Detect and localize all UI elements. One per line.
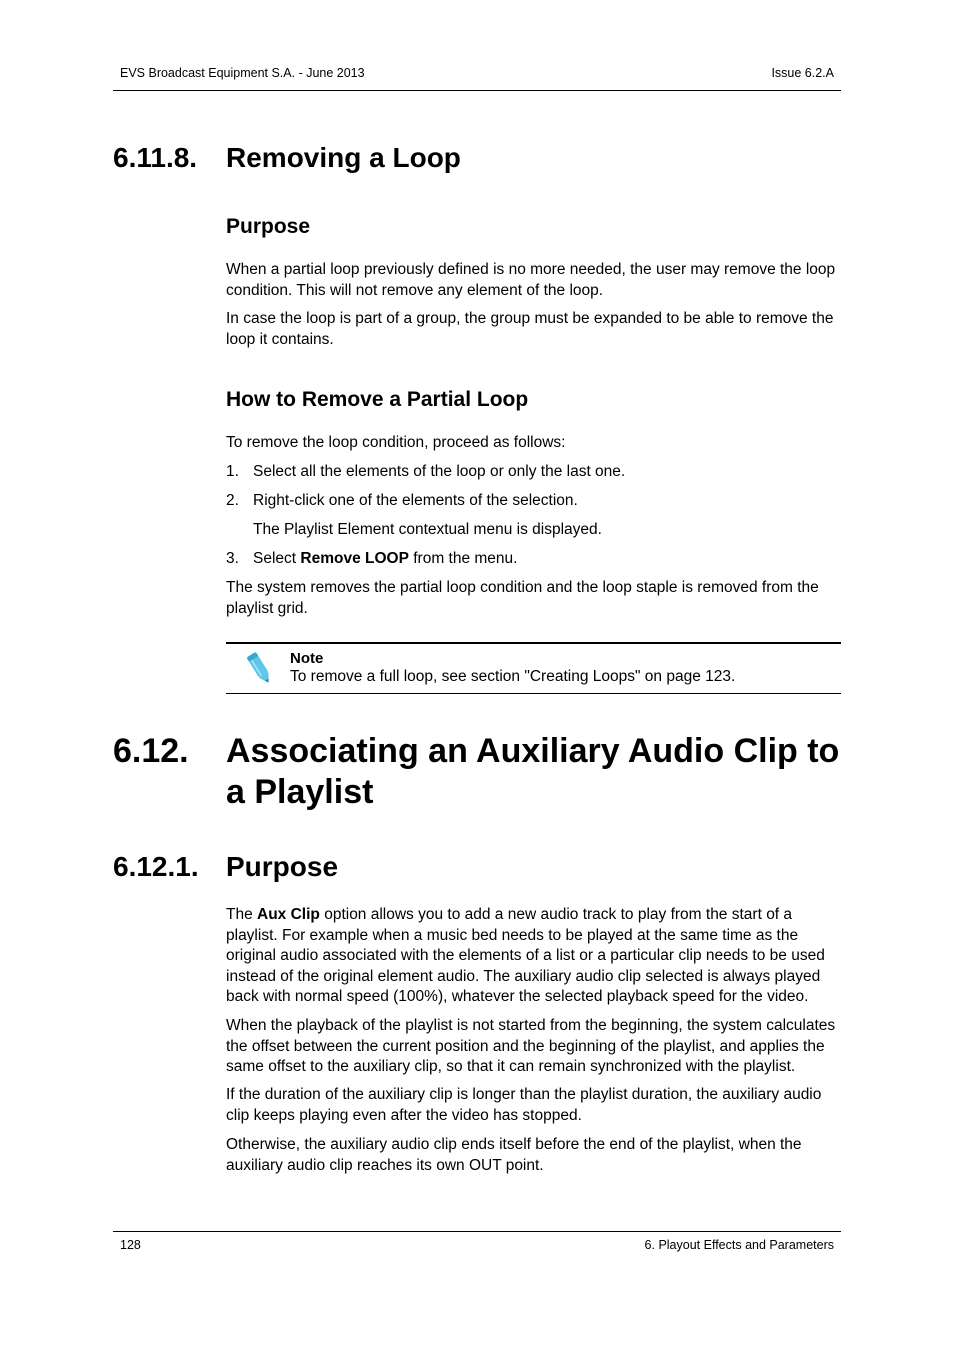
aux-clip-paragraph-1: The Aux Clip option allows you to add a new audio track to play from the start of a playlist. For example when a music bed needs to be played at the same time as the original audio associated with the elements of a list or a particular clip needs to be used instead of the original element audio. The auxiliary audio clip selected is always played back with normal speed (100%), whatever the selected playback speed for the video. [226, 906, 825, 1005]
howto-heading: How to Remove a Partial Loop [226, 388, 529, 411]
aux-clip-paragraph-4: Otherwise, the auxiliary audio clip ends itself before the end of the playlist, when the auxiliary audio clip reaches its own OUT point. [226, 1136, 802, 1174]
step-number: 3. [226, 550, 239, 567]
subsection-title: Purpose [226, 851, 339, 882]
chapter-section-title-line-1: Associating an Auxiliary Audio Clip to [226, 732, 840, 770]
chapter-section-title-line-2: a Playlist [226, 773, 374, 811]
note-bottom-rule [226, 693, 841, 694]
result-paragraph: The system removes the partial loop condition and the loop staple is removed from the playlist grid. [226, 579, 819, 617]
step-number: 2. [226, 492, 239, 509]
section-title: Removing a Loop [226, 142, 461, 173]
header-issue: Issue 6.2.A [771, 66, 834, 80]
step-number: 1. [226, 463, 239, 480]
step-text: Select Remove LOOP from the menu. [253, 550, 518, 567]
aux-clip-paragraph-2: When the playback of the playlist is not started from the beginning, the system calculates the offset between the current position and the beginning of the playlist, and applies the same offset to the auxiliary clip, so that it can remain synchronized with the playlist. [226, 1017, 836, 1075]
pencil-icon [242, 648, 278, 688]
step-text: Select all the elements of the loop or only the last one. [253, 463, 626, 480]
purpose-paragraph-1: When a partial loop previously defined is no more needed, the user may remove the loop condition. This will not remove any element of the loop. [226, 261, 836, 299]
aux-clip-paragraph-3: If the duration of the auxiliary clip is longer than the playlist duration, the auxiliary audio clip keeps playing even after the video has stopped. [226, 1086, 822, 1124]
section-number: 6.11.8. [113, 142, 198, 173]
note-top-rule [226, 642, 841, 644]
note-text: To remove a full loop, see section "Creating Loops" on page 123. [290, 668, 736, 685]
step-text: Right-click one of the elements of the selection. [253, 492, 578, 509]
subsection-number: 6.12.1. [113, 851, 199, 882]
header-document-title: EVS Broadcast Equipment S.A. - June 2013 [120, 66, 365, 80]
chapter-section-number: 6.12. [113, 732, 189, 770]
header-divider [113, 90, 841, 91]
howto-intro: To remove the loop condition, proceed as follows: [226, 434, 566, 451]
aux-clip-term: Aux Clip [257, 906, 320, 923]
page-number: 128 [120, 1238, 141, 1252]
step-result-text: The Playlist Element contextual menu is displayed. [253, 521, 602, 538]
footer-divider [113, 1231, 841, 1232]
purpose-heading: Purpose [226, 215, 311, 238]
footer-chapter: 6. Playout Effects and Parameters [644, 1238, 834, 1252]
menu-item-name: Remove LOOP [300, 550, 409, 567]
note-title: Note [290, 650, 324, 667]
purpose-paragraph-2: In case the loop is part of a group, the group must be expanded to be able to remove the loop it contains. [226, 310, 834, 348]
